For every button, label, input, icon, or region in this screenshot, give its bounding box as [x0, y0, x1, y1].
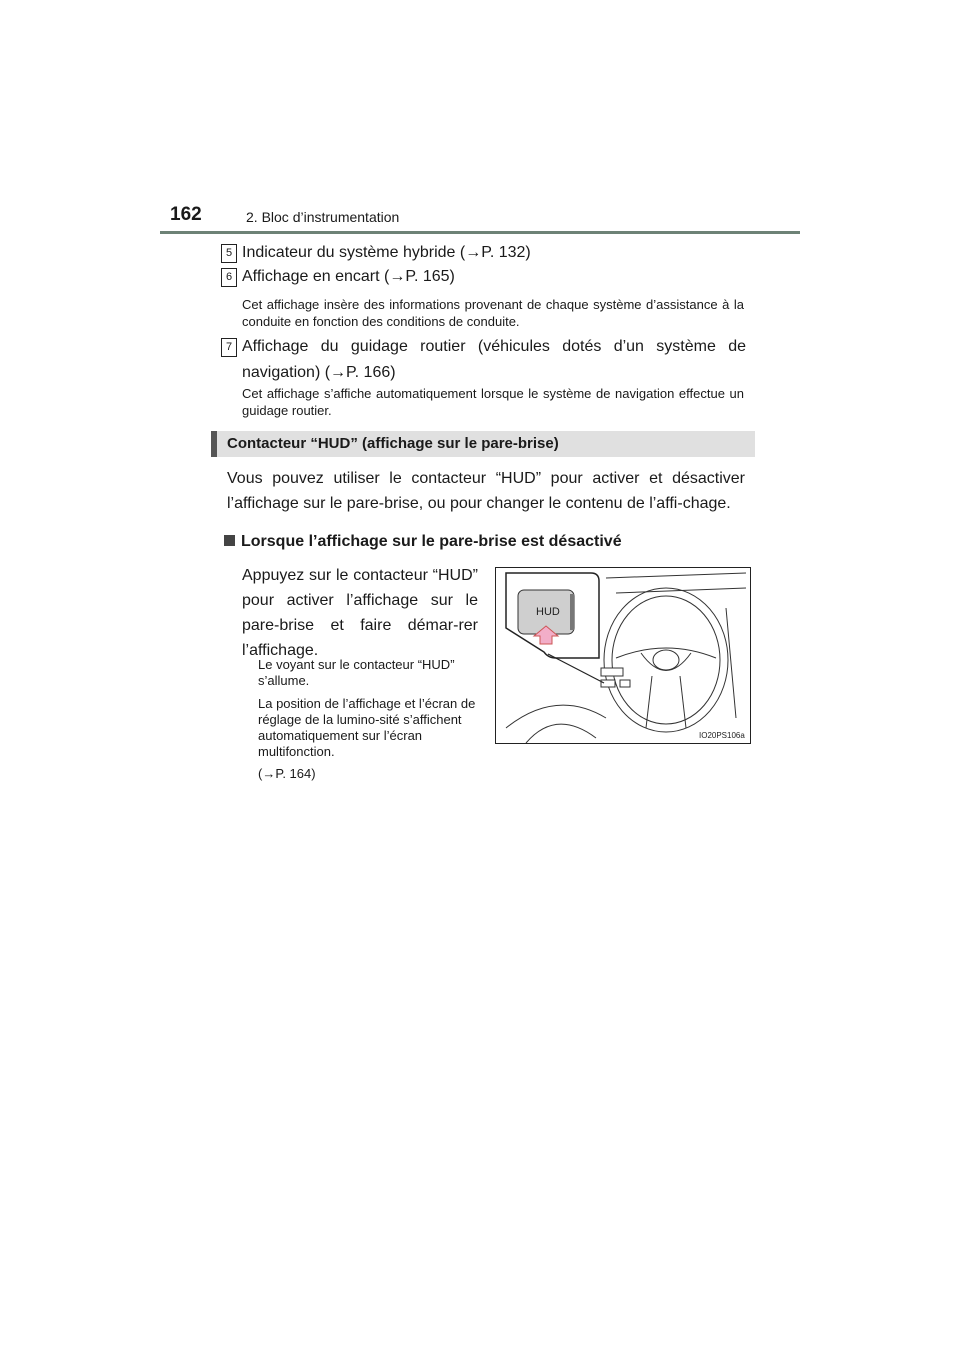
item-number-7: 7	[221, 338, 237, 357]
illustration-code: IO20PS106a	[699, 731, 745, 740]
steering-wheel-icon	[496, 568, 750, 743]
page-number: 162	[170, 204, 202, 225]
hud-switch-illustration	[495, 567, 751, 744]
section-heading-text: Contacteur “HUD” (affichage sur le pare-brise)	[227, 435, 559, 452]
section-heading	[211, 431, 755, 457]
square-bullet-icon	[224, 535, 235, 546]
note-reference: (→P. 164)	[258, 766, 316, 781]
step-instruction: Appuyez sur le contacteur “HUD” pour activer l’affichage sur le pare-brise et faire démar-rer l’affichage.	[242, 567, 478, 659]
item-title-6: Affichage en encart (→P. 165)	[242, 268, 455, 285]
section-body: Vous pouvez utiliser le contacteur “HUD” pour activer et désactiver l’affichage sur le pare-brise, ou pour changer le contenu de l’affi-chage.	[227, 470, 745, 512]
hud-button-label: HUD	[536, 606, 560, 618]
item-title-5: Indicateur du système hybride (→P. 132)	[242, 244, 531, 261]
item-number-5: 5	[221, 244, 237, 263]
item-number-6: 6	[221, 268, 237, 287]
item-description-7: Cet affichage s’affiche automatiquement lorsque le système de navigation effectue un guidage routier.	[242, 386, 744, 418]
item-description-6: Cet affichage insère des informations provenant de chaque système d’assistance à la conduite en fonction des conditions de conduite.	[242, 297, 744, 329]
subheading	[224, 533, 622, 551]
note-indicator: Le voyant sur le contacteur “HUD” s’allume.	[258, 657, 455, 688]
chapter-title: 2. Bloc d’instrumentation	[246, 209, 400, 225]
header-rule	[160, 231, 800, 234]
note-position: La position de l’affichage et l’écran de réglage de la lumino-sité s’affichent automatiquement sur l’écran multifonction.	[258, 696, 476, 759]
item-title-7-line2: navigation) (→P. 166)	[242, 364, 396, 381]
subheading-text: Lorsque l’affichage sur le pare-brise est désactivé	[241, 533, 622, 550]
item-title-7-line1: Affichage du guidage routier (véhicules dotés d’un système de	[242, 338, 746, 355]
